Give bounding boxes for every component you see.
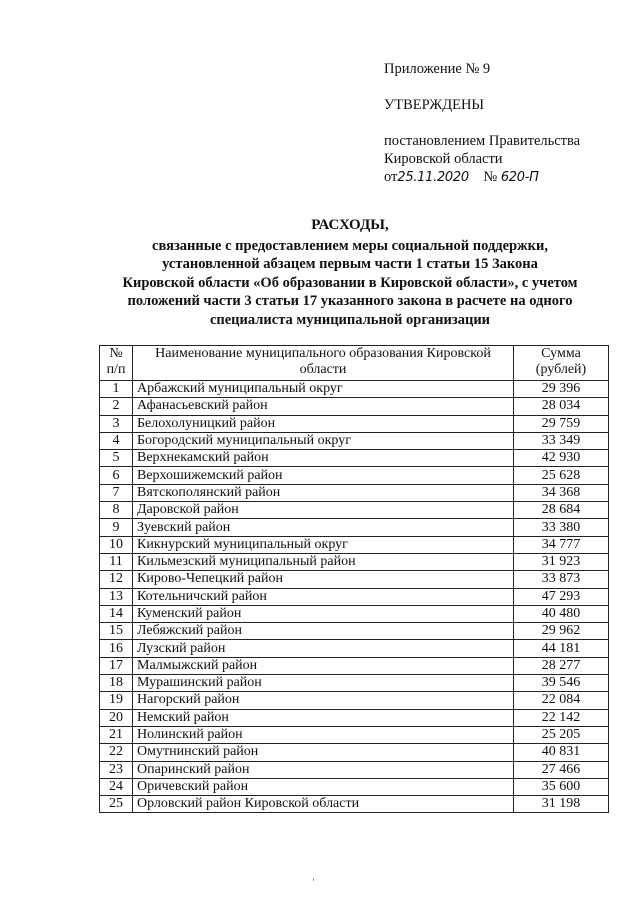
title-line-4: положений части 3 статьи 17 указанного закона в расчете на одного (127, 293, 573, 309)
row-municipality: Верхнекамский район (133, 450, 514, 467)
row-municipality: Нолинский район (133, 726, 514, 743)
approved-label: УТВЕРЖДЕНЫ (384, 97, 485, 113)
table-row (100, 398, 609, 415)
row-number: 21 (100, 726, 133, 743)
row-municipality: Кильмезский муниципальный район (133, 553, 514, 570)
row-number: 3 (100, 415, 133, 432)
table-row (100, 675, 609, 692)
row-number: 23 (100, 761, 133, 778)
row-sum: 33 380 (514, 519, 609, 536)
title-line-2: установленной абзацем первым части 1 статьи 15 Закона (162, 256, 538, 272)
table-row (100, 588, 609, 605)
table-row (100, 415, 609, 432)
row-number: 6 (100, 467, 133, 484)
row-number: 17 (100, 657, 133, 674)
row-number: 18 (100, 675, 133, 692)
date-prefix: от (384, 169, 398, 185)
row-sum: 42 930 (514, 450, 609, 467)
row-municipality: Немский район (133, 709, 514, 726)
row-municipality: Орловский район Кировской области (133, 796, 514, 813)
header-number: № п/п (100, 346, 133, 381)
row-sum: 25 628 (514, 467, 609, 484)
row-number: 7 (100, 484, 133, 501)
row-sum: 29 962 (514, 623, 609, 640)
row-sum: 40 480 (514, 605, 609, 622)
row-number: 15 (100, 623, 133, 640)
row-sum: 29 396 (514, 381, 609, 398)
approval-block (384, 60, 580, 187)
row-sum: 27 466 (514, 761, 609, 778)
table-row (100, 571, 609, 588)
table-row (100, 726, 609, 743)
resolution-date-line (384, 168, 580, 187)
table-row (100, 450, 609, 467)
expenses-table (99, 345, 609, 813)
appendix-label: Приложение № 9 (384, 61, 491, 77)
table-row (100, 484, 609, 501)
title-line-5: специалиста муниципальной организации (209, 311, 491, 328)
row-municipality: Нагорский район (133, 692, 514, 709)
table-row (100, 605, 609, 622)
row-number: 5 (100, 450, 133, 467)
row-number: 8 (100, 502, 133, 519)
table-row (100, 744, 609, 761)
row-sum: 22 142 (514, 709, 609, 726)
table-row (100, 709, 609, 726)
row-sum: 25 205 (514, 726, 609, 743)
resolution-line-2: Кировской области (384, 151, 503, 167)
table-row (100, 778, 609, 795)
row-sum: 44 181 (514, 640, 609, 657)
row-municipality: Даровской район (133, 502, 514, 519)
row-municipality: Омутнинский район (133, 744, 514, 761)
row-sum: 22 084 (514, 692, 609, 709)
table-row (100, 381, 609, 398)
row-municipality: Кикнурский муниципальный округ (133, 536, 514, 553)
table-row (100, 692, 609, 709)
row-municipality: Белохолуницкий район (133, 415, 514, 432)
table-row (100, 432, 609, 449)
row-number: 24 (100, 778, 133, 795)
row-number: 2 (100, 398, 133, 415)
table-header-row (100, 346, 609, 381)
row-municipality: Богородский муниципальный округ (133, 432, 514, 449)
row-number: 4 (100, 432, 133, 449)
row-municipality: Зуевский район (133, 519, 514, 536)
scan-speck (313, 878, 314, 881)
row-sum: 40 831 (514, 744, 609, 761)
row-number: 1 (100, 381, 133, 398)
table-row (100, 640, 609, 657)
resolution-line-1: постановлением Правительства (384, 133, 581, 149)
row-sum: 39 546 (514, 675, 609, 692)
document-title (100, 216, 600, 329)
row-number: 19 (100, 692, 133, 709)
table-row (100, 761, 609, 778)
row-sum: 31 923 (514, 553, 609, 570)
row-sum: 31 198 (514, 796, 609, 813)
number-prefix: № (483, 169, 498, 185)
row-number: 9 (100, 519, 133, 536)
row-sum: 47 293 (514, 588, 609, 605)
row-municipality: Лебяжский район (133, 623, 514, 640)
table-row (100, 502, 609, 519)
row-sum: 34 368 (514, 484, 609, 501)
row-municipality: Верхошижемский район (133, 467, 514, 484)
row-sum: 34 777 (514, 536, 609, 553)
row-municipality: Мурашинский район (133, 675, 514, 692)
row-municipality: Афанасьевский район (133, 398, 514, 415)
row-number: 20 (100, 709, 133, 726)
table-row (100, 623, 609, 640)
row-sum: 35 600 (514, 778, 609, 795)
row-number: 14 (100, 605, 133, 622)
table-row (100, 796, 609, 813)
handwritten-date: 25.11.2020 (397, 170, 469, 185)
title-line-3: Кировской области «Об образовании в Кировской области», с учетом (122, 274, 578, 291)
row-municipality: Опаринский район (133, 761, 514, 778)
title-line-1: связанные с предоставлением меры социальной поддержки, (152, 237, 548, 254)
row-number: 10 (100, 536, 133, 553)
row-municipality: Арбажский муниципальный округ (133, 381, 514, 398)
handwritten-number: 620-П (500, 170, 539, 185)
table-row (100, 657, 609, 674)
row-municipality: Лузский район (133, 640, 514, 657)
row-municipality: Котельничский район (133, 588, 514, 605)
table-row (100, 536, 609, 553)
table-row (100, 519, 609, 536)
title-main: РАСХОДЫ, (311, 217, 389, 233)
row-municipality: Оричевский район (133, 778, 514, 795)
row-municipality: Куменский район (133, 605, 514, 622)
row-municipality: Вятскополянский район (133, 484, 514, 501)
table-row (100, 553, 609, 570)
row-number: 12 (100, 571, 133, 588)
row-number: 13 (100, 588, 133, 605)
header-sum: Сумма (рублей) (514, 346, 609, 381)
row-sum: 29 759 (514, 415, 609, 432)
row-municipality: Кирово-Чепецкий район (133, 571, 514, 588)
row-sum: 28 034 (514, 398, 609, 415)
row-number: 22 (100, 744, 133, 761)
row-sum: 28 277 (514, 657, 609, 674)
row-sum: 33 873 (514, 571, 609, 588)
row-municipality: Малмыжский район (133, 657, 514, 674)
row-sum: 28 684 (514, 502, 609, 519)
row-sum: 33 349 (514, 432, 609, 449)
table-row (100, 467, 609, 484)
row-number: 25 (100, 796, 133, 813)
header-name: Наименование муниципального образования Кировской области (133, 346, 514, 381)
row-number: 16 (100, 640, 133, 657)
row-number: 11 (100, 553, 133, 570)
